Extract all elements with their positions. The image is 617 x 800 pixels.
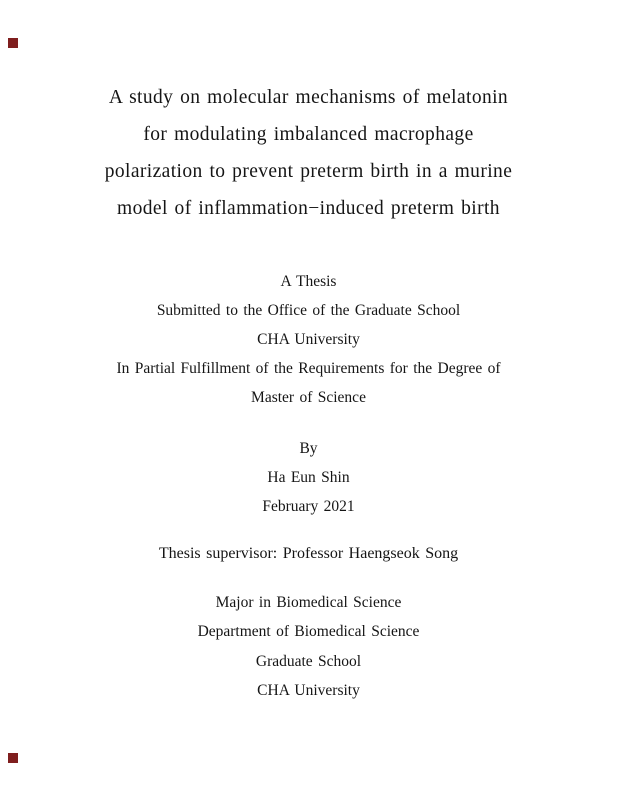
title-line-1: A study on molecular mechanisms of melatonin <box>108 87 509 108</box>
title-line-4: model of inflammation−induced preterm birth <box>117 198 500 219</box>
author-name: Ha Eun Shin <box>267 469 350 486</box>
university-line: CHA University <box>257 682 360 700</box>
by-line: By <box>299 440 318 457</box>
title-line-2: for modulating imbalanced macrophage <box>143 124 474 145</box>
supervisor-line <box>0 539 617 568</box>
thesis-line-2: Submitted to the Office of the Graduate School <box>156 302 461 319</box>
page-corner-mark-bottom <box>8 753 18 763</box>
thesis-line-1: A Thesis <box>280 273 337 290</box>
thesis-date: February 2021 <box>262 498 355 515</box>
major-line: Major in Biomedical Science <box>215 594 402 611</box>
thesis-line-5: Master of Science <box>251 389 366 406</box>
department-line: Department of Biomedical Science <box>197 623 420 641</box>
author-block <box>0 434 617 521</box>
supervisor-text: Thesis supervisor: Professor Haengseok Song <box>158 545 459 562</box>
thesis-line-3: CHA University <box>257 331 360 348</box>
thesis-line-4: In Partial Fulfillment of the Requirements for the Degree of <box>116 360 501 377</box>
page-corner-mark-top <box>8 38 18 48</box>
submission-statement <box>0 267 617 412</box>
graduate-school-line: Graduate School <box>255 652 362 670</box>
title-line-3: polarization to prevent preterm birth in a murine <box>104 161 513 182</box>
affiliation-block <box>0 588 617 706</box>
thesis-title <box>0 79 617 227</box>
